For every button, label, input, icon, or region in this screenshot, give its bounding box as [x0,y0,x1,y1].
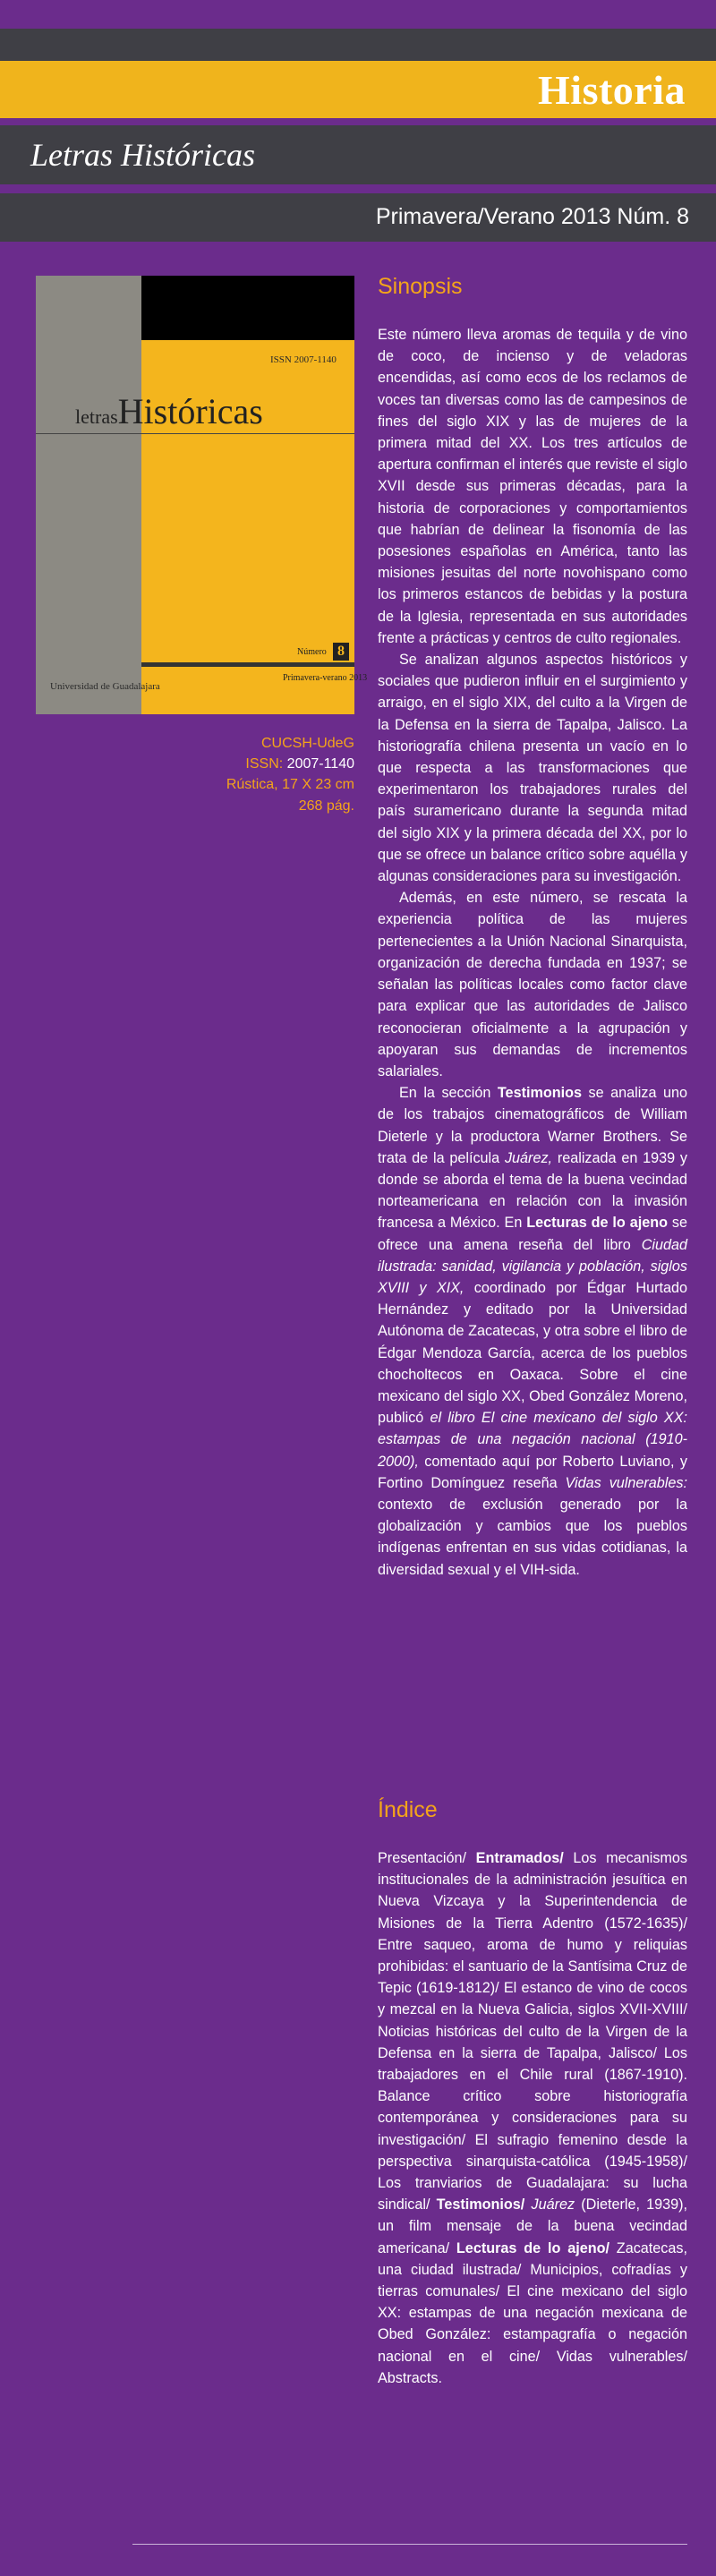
text-run: Juárez [531,2196,575,2213]
text-run: Lecturas de lo ajeno [526,1215,668,1232]
book-cover [36,276,368,714]
journal-banner [0,125,716,184]
text-run: Presentación/ [378,1850,476,1866]
text-run: Vidas vulnerables: [565,1474,687,1491]
cover-bottom-bar [141,662,354,667]
sinopsis-body [378,324,687,1581]
section-title: Historia [538,67,686,113]
cover-rule [36,433,354,434]
text-run: realizada en 1939 y donde se aborda el tema de la buena vecindad norteamericana en relación con la invasión francesa a México. En [378,1149,688,1232]
text-run: coordinado por Édgar Hurtado Hernández y editado por la Universidad Autónoma de Zacatecas, y otra sobre el libro de Édgar Mendoza García, acerca de los pueblos chocholtecos en Oaxaca. Sobre el cine mexicano del siglo XX, Obed González Moreno, publicó [378,1279,687,1427]
footer-rule [132,2544,687,2545]
header-dark-band [0,29,716,61]
text-run: se ofrece una amena reseña del libro [378,1215,687,1253]
text-run: Los mecanismos institucionales de la administración jesuítica en Nueva Vizcaya y la Superintendencia de Misiones de la Tierra Adentro (1572-1635)/ Entre saqueo, aroma de humo y reliquias prohibidas: el santuario de la Santísima Cruz de Tepic (1619-1812)/ El estanco de vino de cocos y mezcal en la Nueva Galicia, siglos XVII-XVIII/ Noticias históricas del culto de la Virgen de la Defensa en la sierra de Tapalpa, Jalisco/ Los trabajadores en el Chile rural (1867-1910). Balance crítico sobre historiografía contemporánea y consideraciones para su investigación/ El sufragio femenino desde la perspectiva sinarquista-católica (1945-1958)/ Los tranviarios de Guadalajara: su lucha sindical/ [378,1850,688,2213]
issue-label: Primavera/Verano 2013 Núm. 8 [375,204,689,229]
cover-title [75,390,263,432]
top-band [0,0,716,29]
indice-body [378,1847,687,2389]
book-pages: 268 pág. [298,798,354,814]
book-issn: ISSN: 2007-1140 [245,756,354,772]
cover-grey-panel [36,276,141,714]
sinopsis-paragraph-4 [378,1082,687,1581]
sinopsis-paragraph-3: Además, en este número, se rescata la experiencia política de las mujeres pertenecientes a la Unión Nacional Sinarquista, organización de derecha fundada en 1937; se señalan las políticas locales como factor clave para explicar que las autoridades de Jalisco reconocieran oficialmente a la agrupación y apoyaran sus demandas de incrementos salariales. [378,890,687,1079]
text-run: comentado aquí por Roberto Luviano, y Fortino Domínguez reseña [378,1453,687,1491]
text-run: Entramados/ [475,1850,564,1866]
cover-number: 8 [333,643,349,661]
indice-text [378,1847,687,2389]
sinopsis-paragraph-1: Este número lleva aromas de tequila y de vino de coco, de incienso y de veladoras encendidas, así como ecos de los reclamos de voces tan diversas como las de campesinos de fines del siglo XIX y las de mujeres de la primera mitad del XX. Los tres artículos de apertura confirman el interés que reviste el siglo XVII desde sus primeras décadas, para la historia de corporaciones y comportamientos que habrían de delinear la fisonomía de las posesiones españolas en América, tanto las misiones jesuitas del norte novohispano como los primeros estancos de bebidas y la postura de la Iglesia, representada en sus autoridades frente a prácticas y centros de culto regionales. [378,327,687,646]
cover-title-small: letras [75,405,118,428]
text-run: En la sección [399,1085,498,1102]
text-run: (Dieterle, 1939), un film mensaje de la buena vecindad americana/ [378,2196,688,2256]
cover-season: Primavera-verano 2013 [283,673,368,683]
cover-black-panel [141,276,354,340]
cover-issn: ISSN 2007-1140 [270,354,337,365]
section-banner [0,61,716,118]
sinopsis-paragraph-2: Se analizan algunos aspectos históricos y sociales que pudieron influir en el surgimiento y arraigo, en el siglo XIX, del culto a la Virgen de la Defensa en la sierra de Tapalpa, Jalisco. La historiografía chilena presenta un vacío en lo que respecta a las transformaciones que experimentaron los trabajadores rurales del país suramericano durante la segunda mitad del siglo XIX y la primera década del XX, por lo que se ofrece un balance crítico sobre aquélla y algunas consideraciones para su investigación. [378,652,687,885]
text-run: Lecturas de lo ajeno/ [456,2239,609,2256]
book-format: Rústica, 17 X 23 cm [226,777,354,792]
cover-number-label: Número [297,647,327,657]
text-run [524,2196,531,2213]
text-run: el libro El cine mexicano del siglo XX: estampas de una negación nacional (1910-2000), [378,1410,688,1470]
text-run: Testimonios [497,1085,583,1102]
text-run: Zacatecas, una ciudad ilustrada/ Municipios, cofradías y tierras comunales/ El cine mexicano del siglo XX: estampas de una negación mexicana de Obed González: estampagrafía o negación nacional en el cine/ Vidas vulnerables/ Abstracts. [378,2239,687,2386]
sinopsis-heading: Sinopsis [378,274,463,299]
cover-university: Universidad de Guadalajara [50,681,160,692]
text-run: Juárez, [504,1149,553,1166]
text-run: se analiza uno de los trabajos cinematográficos de William Dieterle y la productora Warner Brothers. Se trata de la película [378,1085,687,1166]
issue-banner [0,193,716,242]
book-publisher: CUCSH-UdeG [260,736,354,751]
text-run: contexto de exclusión generado por la globalización y cambios que los pueblos indígenas enfrentan en sus vidas cotidianas, la diversidad sexual y el VIH-sida. [378,1496,687,1578]
text-run: Testimonios/ [436,2196,525,2213]
cover-title-big: Históricas [117,391,263,431]
indice-heading: Índice [378,1797,438,1822]
text-run: Ciudad ilustrada: sanidad, vigilancia y población, siglos XVIII y XIX, [378,1236,687,1296]
journal-name: Letras Históricas [30,137,256,173]
